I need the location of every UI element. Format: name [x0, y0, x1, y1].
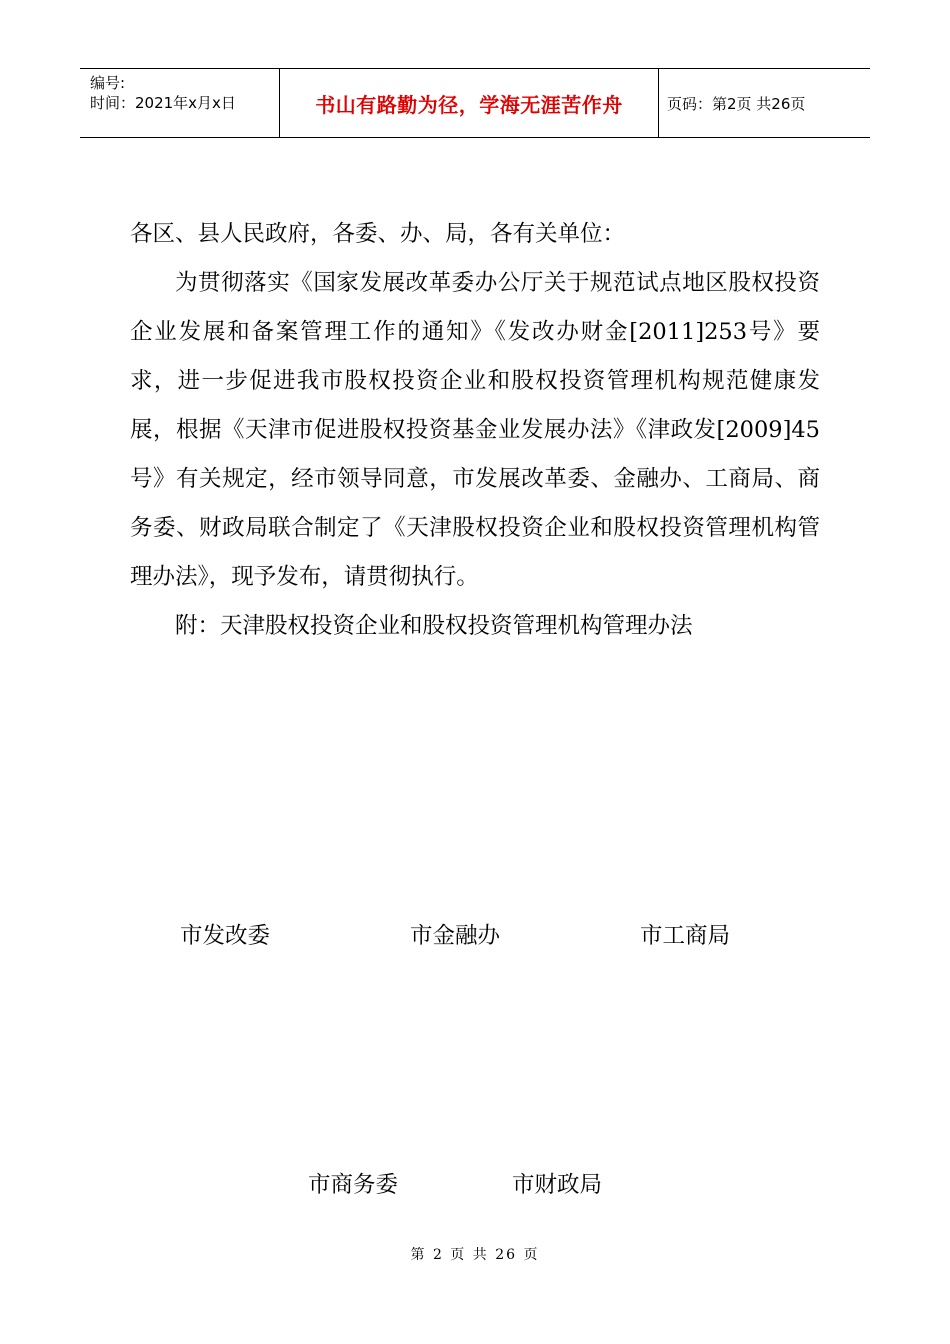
- document-body: [130, 210, 820, 651]
- signature-industry-commerce: 市工商局: [640, 923, 731, 949]
- header-time-label: 时间：2021年x月x日: [90, 94, 236, 112]
- header-motto: 书山有路勤为径，学海无涯苦作舟: [280, 69, 659, 137]
- signature-ndrc: 市发改委: [180, 923, 271, 949]
- signature-commerce-committee: 市商务委: [308, 1172, 399, 1198]
- header-page-info: 页码：第2页 共26页: [667, 94, 806, 113]
- signature-finance-office: 市金融办: [410, 923, 501, 949]
- attachment-line: 附：天津股权投资企业和股权投资管理机构管理办法: [175, 613, 693, 639]
- main-paragraph: 为贯彻落实《国家发展改革委办公厅关于规范试点地区股权投资企业发展和备案管理工作的通知》《发改办财金[2011]253号》要求，进一步促进我市股权投资企业和股权投资管理机构规范健康发展，根据《天津市促进股权投资基金业发展办法》《津政发[2009]45号》有关规定，经市领导同意，市发展改革委、金融办、工商局、商务委、财政局联合制定了《天津股权投资企业和股权投资管理机构管理办法》，现予发布，请贯彻执行。: [130, 270, 820, 590]
- signature-finance-bureau: 市财政局: [512, 1172, 603, 1198]
- page-footer: 第 2 页 共 26 页: [410, 1247, 540, 1263]
- document-header: [80, 68, 870, 138]
- header-meta: [80, 69, 280, 137]
- salutation: 各区、县人民政府，各委、办、局，各有关单位：: [130, 221, 626, 247]
- header-number-label: 编号:: [90, 74, 126, 92]
